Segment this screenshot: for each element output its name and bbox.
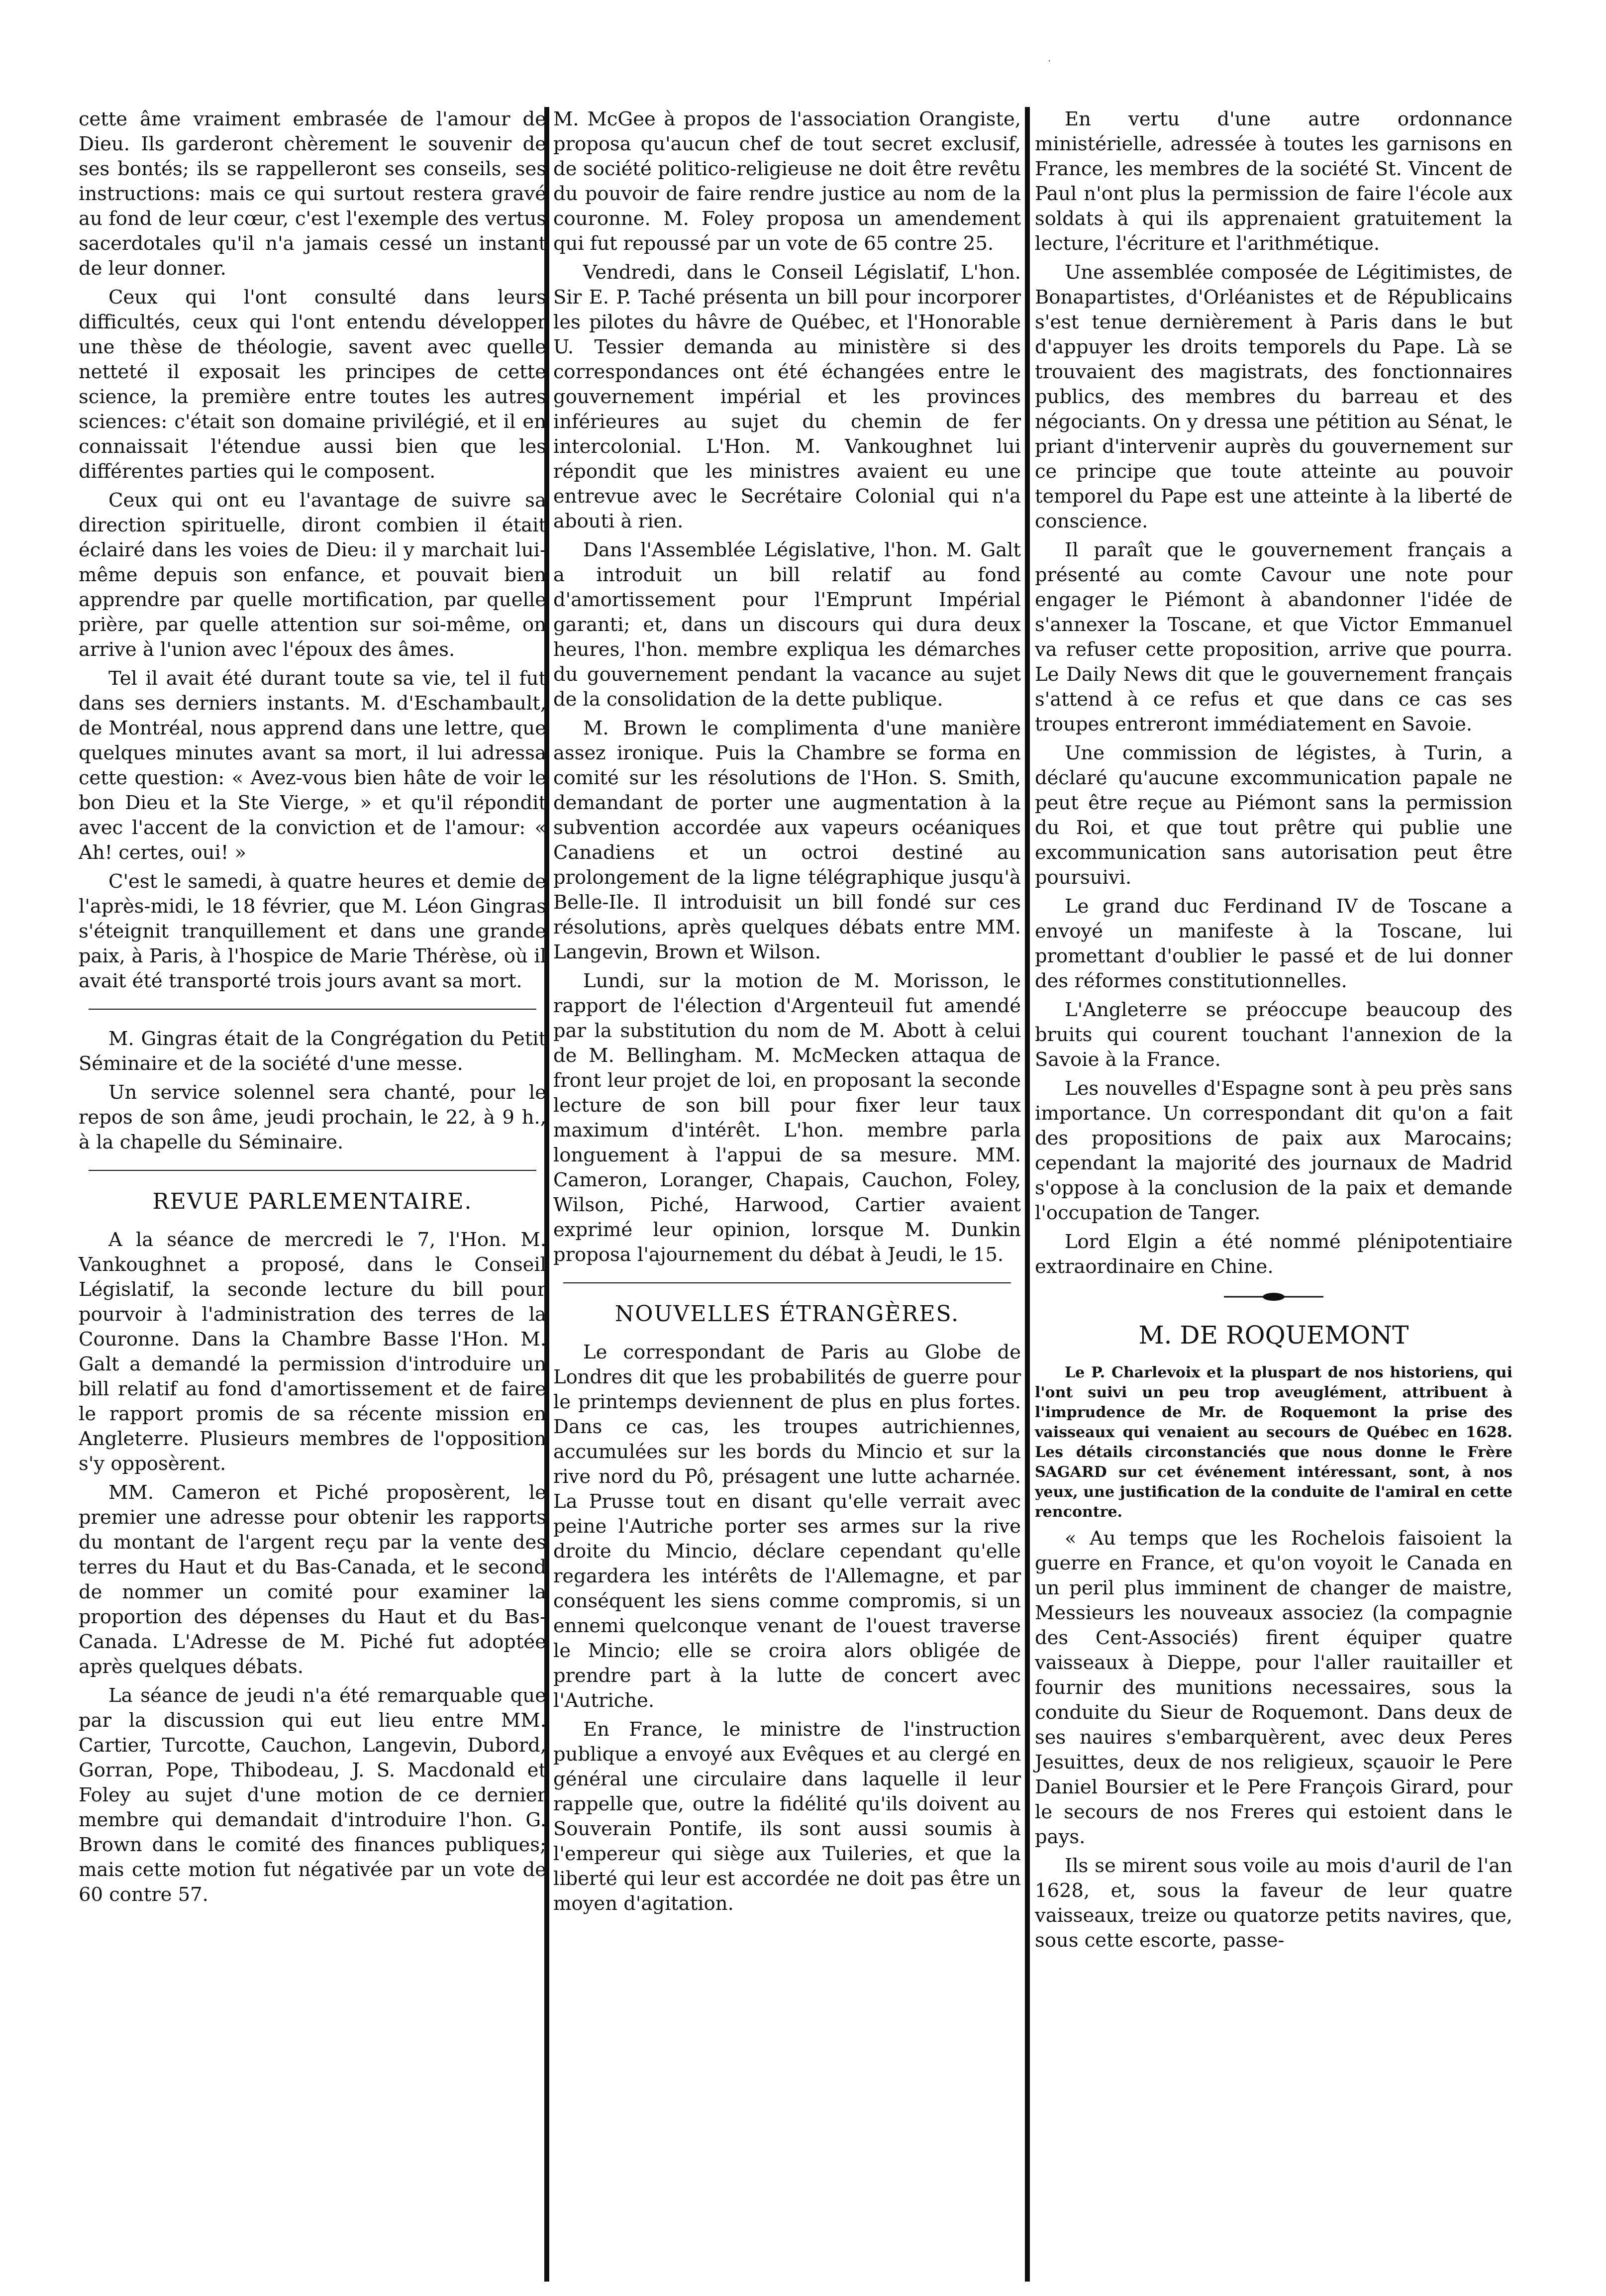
- section-heading-revue-parlementaire: REVUE PARLEMENTAIRE.: [152, 1189, 473, 1214]
- col3-paragraph: Lord Elgin a été nommé plénipotentiaire extraordinaire en Chine.: [1035, 1231, 1512, 1278]
- col3-paragraph: L'Angleterre se préoccupe beaucoup des bruits qui courent touchant l'annexion de la Savoie à la France.: [1035, 999, 1512, 1071]
- col2-paragraph: Dans l'Assemblée Législative, l'hon. M. Galt a introduit un bill relatif au fond d'amortissement pour l'Emprunt Impérial garanti; et, dans un discours qui dura deux heures, l'hon. membre expliqua les démarches du gouvernement pendant la vacance au sujet de la consolidation de la dette publique.: [553, 539, 1021, 711]
- col1-paragraph: Ceux qui ont eu l'avantage de suivre sa direction spirituelle, diront combien il était éclairé dans les voies de Dieu: il y marchait lui-même depuis son enfance, et pouvait bien apprendre par quelle mortification, par quelle prière, par quelle attention sur soi-même, on arrive à l'union avec l'époux des âmes.: [79, 489, 546, 661]
- section-divider: [563, 1282, 1011, 1283]
- col2-paragraph: M. McGee à propos de l'association Orangiste, proposa qu'aucun chef de tout secret exclusif, de société politico-religieuse ne doit être revêtu du pouvoir de faire rendre justice au nom de la couronne. M. Foley proposa un amendement qui fut repoussé par un vote de 65 contre 25.: [553, 108, 1021, 255]
- column-1: [79, 107, 546, 1911]
- col3-intro-note: Le P. Charlevoix et la pluspart de nos historiens, qui l'ont suivi un peu trop aveuglément, attribuent à l'imprudence de Mr. de Roquemont la prise des vaisseaux qui venaient au secours de Québec en 1628. Les détails circonstanciés que nous donne le Frère SAGARD sur cet événement intéressant, sont, à nos yeux, une justification de la conduite de l'amiral en cette rencontre.: [1035, 1364, 1512, 1521]
- col1-paragraph: cette âme vraiment embrasée de l'amour de Dieu. Ils garderont chèrement le souvenir de ses bontés; ils se rappelleront ses conseils, ses instructions: mais ce qui surtout restera gravé au fond de leur cœur, c'est l'exemple des vertus sacerdotales qu'il n'a jamais cessé un instant de leur donner.: [79, 108, 546, 280]
- col3-paragraph: Ils se mirent sous voile au mois d'auril de l'an 1628, et, sous la faveur de leur quatre vaisseaux, treize ou quatorze petits navires, que, sous cette escorte, passe-: [1035, 1855, 1512, 1952]
- col1-paragraph: MM. Cameron et Piché proposèrent, le premier une adresse pour obtenir les rapports du montant de l'argent reçu par la vente des terres du Haut et du Bas-Canada, et le second de nommer un comité pour examiner la proportion des dépenses du Haut et du Bas-Canada. L'Adresse de M. Piché fut adoptée après quelques débats.: [79, 1481, 546, 1678]
- col1-paragraph: Tel il avait été durant toute sa vie, tel il fut dans ses derniers instants. M. d'Eschambault, de Montréal, nous apprend dans une lettre, que quelques minutes avant sa mort, il lui adressa cette question: « Avez-vous bien hâte de voir le bon Dieu et la Ste Vierge, » et qu'il répondit avec l'accent de la conviction et de l'amour: « Ah! certes, oui! »: [79, 667, 546, 864]
- col1-paragraph: M. Gingras était de la Congrégation du Petit Séminaire et de la société d'une messe.: [79, 1028, 546, 1075]
- section-heading-roquemont: M. DE ROQUEMONT: [1138, 1321, 1409, 1350]
- col3-paragraph: En vertu d'une autre ordonnance ministérielle, adressée à toutes les garnisons en France, les membres de la société St. Vincent de Paul n'ont plus la permission de faire l'école aux soldats à qui ils apprenaient gratuitement la lecture, l'écriture et l'arithmétique.: [1035, 108, 1512, 255]
- col2-paragraph: M. Brown le complimenta d'une manière assez ironique. Puis la Chambre se forma en comité sur les résolutions de l'Hon. S. Smith, demandant de porter une augmentation à la subvention accordée aux vapeurs océaniques Canadiens et un octroi destiné au prolongement de la ligne télégraphique jusqu'à Belle-Ile. Il introduisit un bill fondé sur ces résolutions, après quelques débats entre MM. Langevin, Brown et Wilson.: [553, 717, 1021, 963]
- column-3: [1035, 107, 1512, 1957]
- section-divider: [89, 1009, 536, 1010]
- col1-paragraph: A la séance de mercredi le 7, l'Hon. M. Vankoughnet a proposé, dans le Conseil Législatif, la seconde lecture du bill pour pourvoir à l'administration des terres de la Couronne. Dans la Chambre Basse l'Hon. M. Galt a demandé la permission d'introduire un bill relatif au fond d'amortissement et de faire le rapport promis de sa récente mission en Angleterre. Plusieurs membres de l'opposition s'y opposèrent.: [79, 1229, 546, 1475]
- col2-paragraph: Lundi, sur la motion de M. Morisson, le rapport de l'élection d'Argenteuil fut amendé par la substitution du nom de M. Abott à celui de M. Bellingham. M. McMecken attaqua de front leur projet de loi, en proposant la seconde lecture de son bill pour fixer leur taux maximum d'intérêt. L'hon. membre parla longuement à l'appui de sa mesure. MM. Cameron, Loranger, Chapais, Cauchon, Foley, Wilson, Piché, Harwood, Cartier avaient exprimé leur opinion, lorsque M. Dunkin proposa l'ajournement du débat à Jeudi, le 15.: [553, 970, 1021, 1266]
- col1-paragraph: C'est le samedi, à quatre heures et demie de l'après-midi, le 18 février, que M. Léon Gingras s'éteignit tranquillement et dans une grande paix, à Paris, à l'hospice de Marie Thérèse, où il avait été transporté trois jours avant sa mort.: [79, 870, 546, 992]
- col3-paragraph: Les nouvelles d'Espagne sont à peu près sans importance. Un correspondant dit qu'on a fait des propositions de paix aux Marocains; cependant la majorité des journaux de Madrid s'oppose à la conclusion de la paix et demande l'occupation de Tanger.: [1035, 1077, 1512, 1224]
- col1-paragraph: Un service solennel sera chanté, pour le repos de son âme, jeudi prochain, le 22, à 9 h., à la chapelle du Séminaire.: [79, 1081, 546, 1153]
- col1-paragraph: Ceux qui l'ont consulté dans leurs difficultés, ceux qui l'ont entendu développer une thèse de théologie, savent avec quelle netteté il exposait les principes de cette science, la première entre toutes les autres sciences: c'était son domaine privilégié, et il en connaissait l'étendue aussi bien que les différentes parties qui le composent.: [79, 286, 546, 483]
- col2-paragraph: Vendredi, dans le Conseil Législatif, L'hon. Sir E. P. Taché présenta un bill pour incorporer les pilotes du hâvre de Québec, et l'Honorable U. Tessier demanda au ministère si des correspondances ont été échangées entre le gouvernement impérial et les provinces inférieures au sujet du chemin de fer intercolonial. L'Hon. M. Vankoughnet lui répondit que les ministres avaient eu une entrevue avec le Secrétaire Colonial qui n'a abouti à rien.: [553, 261, 1021, 532]
- section-divider: [89, 1170, 536, 1171]
- col3-paragraph: Une commission de légistes, à Turin, a déclaré qu'aucune excommunication papale ne peut être reçue au Piémont sans la permission du Roi, et que tout prêtre qui publie une excommunication sans autorisation peut être poursuivi.: [1035, 742, 1512, 889]
- col3-paragraph: Le grand duc Ferdinand IV de Toscane a envoyé un manifeste à la Toscane, lui promettant d'oublier le passé et de lui donner des réformes constitutionnelles.: [1035, 895, 1512, 992]
- col2-paragraph: En France, le ministre de l'instruction publique a envoyé aux Evêques et au clergé en général une circulaire dans laquelle il leur rappelle que, outre la fidélité qu'ils doivent au Souverain Pontife, ils sont aussi soumis à l'empereur qui siège aux Tuileries, et que la liberté qui leur est accordée ne doit pas être un moyen d'agitation.: [553, 1718, 1021, 1915]
- col2-paragraph: Le correspondant de Paris au Globe de Londres dit que les probabilités de guerre pour le printemps deviennent de plus en plus fortes. Dans ce cas, les troupes autrichiennes, accumulées sur les bords du Mincio et sur la rive nord du Pô, présagent une lutte acharnée. La Prusse tout en disant qu'elle verrait avec peine l'Autriche porter ses armes sur la rive droite du Mincio, déclare cependant qu'elle regardera les intérêts de l'Allemagne, et par conséquent les siens comme compromis, si un ennemi quelconque venant de l'ouest traverse le Mincio; elle se croira alors obligée de prendre part à la lutte de concert avec l'Autriche.: [553, 1341, 1021, 1712]
- ornament-icon: [1224, 1292, 1323, 1302]
- section-heading-nouvelles-etrangeres: NOUVELLES ÉTRANGÈRES.: [614, 1301, 960, 1327]
- column-rule-2: [1025, 107, 1030, 2282]
- column-2: [553, 107, 1021, 1920]
- col3-paragraph: « Au temps que les Rochelois faisoient la guerre en France, et qu'on voyoit le Canada en un peril plus imminent de changer de maistre, Messieurs les nouveaux associez (la compagnie des Cent-Associés) firent équiper quatre vaisseaux à Dieppe, pour l'aller rauitailler et fournir des munitions necessaires, sous la conduite du Sieur de Roquemont. Dans deux de ses nauires s'embarquèrent, avec deux Peres Jesuittes, deux de nos religieux, sçauoir le Pere Daniel Boursier et le Pere François Girard, pour le secours de nos Freres qui estoient dans le pays.: [1035, 1527, 1512, 1848]
- col3-paragraph: Une assemblée composée de Légitimistes, de Bonapartistes, d'Orléanistes et de Républicains s'est tenue dernièrement à Paris dans le but d'appuyer les droits temporels du Pape. Là se trouvaient des magistrats, des fonctionnaires publics, des membres du barreau et des négociants. On y dressa une pétition au Sénat, le priant d'intervenir auprès du gouvernement sur ce principe que toute atteinte au pouvoir temporel du Pape est une atteinte à la liberté de conscience.: [1035, 261, 1512, 532]
- corner-mark: ·: [1048, 55, 1051, 67]
- col1-paragraph: La séance de jeudi n'a été remarquable que par la discussion qui eut lieu entre MM. Cartier, Turcotte, Cauchon, Langevin, Dubord, Gorran, Pope, Thibodeau, J. S. Macdonald et Foley au sujet d'une motion de ce dernier membre qui demandait d'introduire l'hon. G. Brown dans le comité des finances publiques; mais cette motion fut négativée par un vote de 60 contre 57.: [79, 1684, 546, 1906]
- col3-paragraph: Il paraît que le gouvernement français a présenté au comte Cavour une note pour engager le Piémont à abandonner l'idée de s'annexer la Toscane, et que Victor Emmanuel va refuser cette proposition, arrive que pourra. Le Daily News dit que le gouvernement français s'attend à ce refus et que dans ce cas ses troupes entreront immédiatement en Savoie.: [1035, 539, 1512, 735]
- ornamental-rule: [1035, 1283, 1512, 1308]
